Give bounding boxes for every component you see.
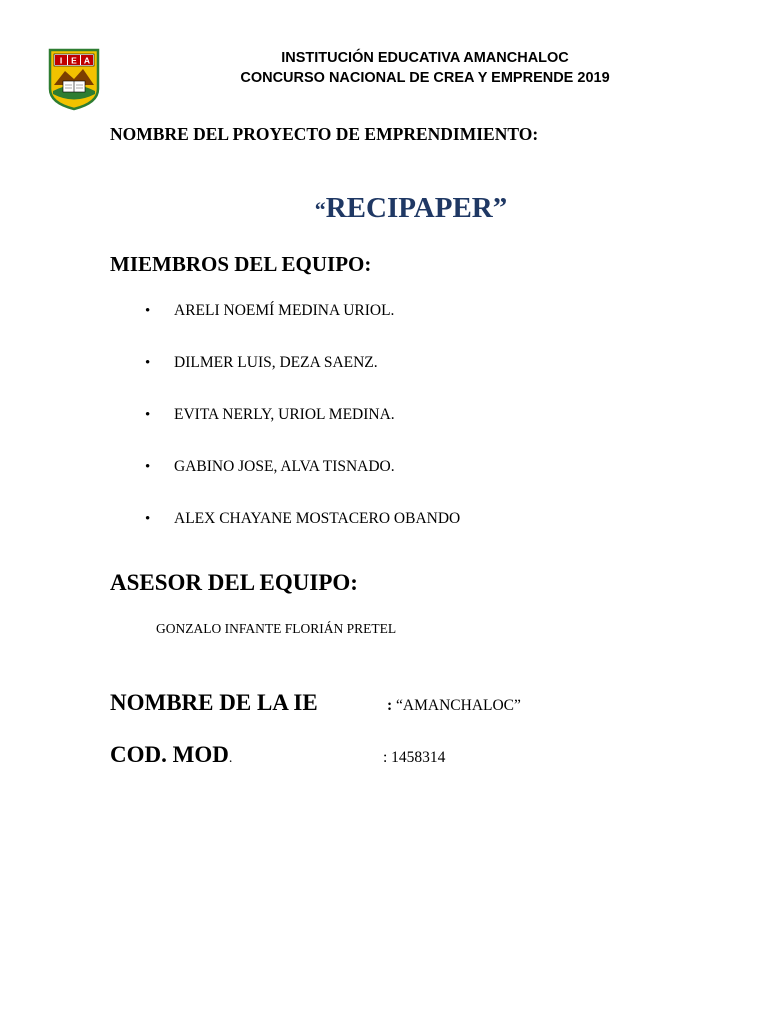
member-name: ALEX CHAYANE MOSTACERO OBANDO [174, 510, 461, 527]
project-name [0, 192, 768, 225]
school-crest-logo [47, 47, 101, 111]
list-item [145, 458, 395, 476]
bullet-icon: • [145, 303, 151, 319]
team-members-heading: MIEMBROS DEL EQUIPO: [110, 252, 372, 276]
colon: : [387, 697, 393, 714]
list-item [145, 510, 460, 528]
bullet-icon: • [145, 407, 151, 423]
school-name-text: “AMANCHALOC” [392, 697, 521, 714]
list-item [145, 302, 394, 320]
member-name: DILMER LUIS, DEZA SAENZ. [174, 354, 378, 371]
project-name-label: NOMBRE DEL PROYECTO DE EMPRENDIMIENTO: [110, 124, 539, 144]
bullet-icon: • [145, 355, 151, 371]
list-item [145, 354, 378, 372]
bullet-icon: • [145, 459, 151, 475]
logo-letter: E [71, 55, 77, 66]
member-name: GABINO JOSE, ALVA TISNADO. [174, 458, 395, 475]
modular-code-label [110, 742, 232, 768]
school-name-value [387, 697, 521, 715]
modular-code-value: : 1458314 [383, 749, 446, 766]
list-item [145, 406, 395, 424]
member-name: EVITA NERLY, URIOL MEDINA. [174, 406, 395, 423]
advisor-name: GONZALO INFANTE FLORIÁN PRETEL [156, 621, 397, 636]
member-name: ARELI NOEMÍ MEDINA URIOL. [174, 302, 395, 319]
institution-name: INSTITUCIÓN EDUCATIVA AMANCHALOC [281, 50, 569, 66]
modular-code-label-text: COD. MOD [110, 742, 229, 767]
advisor-heading: ASESOR DEL EQUIPO: [110, 570, 358, 595]
project-name-text: RECIPAPER [325, 192, 493, 224]
close-quote: ” [492, 192, 508, 224]
school-name-label: NOMBRE DE LA IE [110, 690, 318, 715]
bullet-icon: • [145, 511, 151, 527]
label-dot: . [228, 751, 233, 766]
logo-letter: A [83, 55, 91, 66]
contest-name: CONCURSO NACIONAL DE CREA Y EMPRENDE 2019 [240, 70, 610, 86]
open-quote: “ [314, 197, 326, 222]
logo-letter: I [59, 55, 63, 66]
